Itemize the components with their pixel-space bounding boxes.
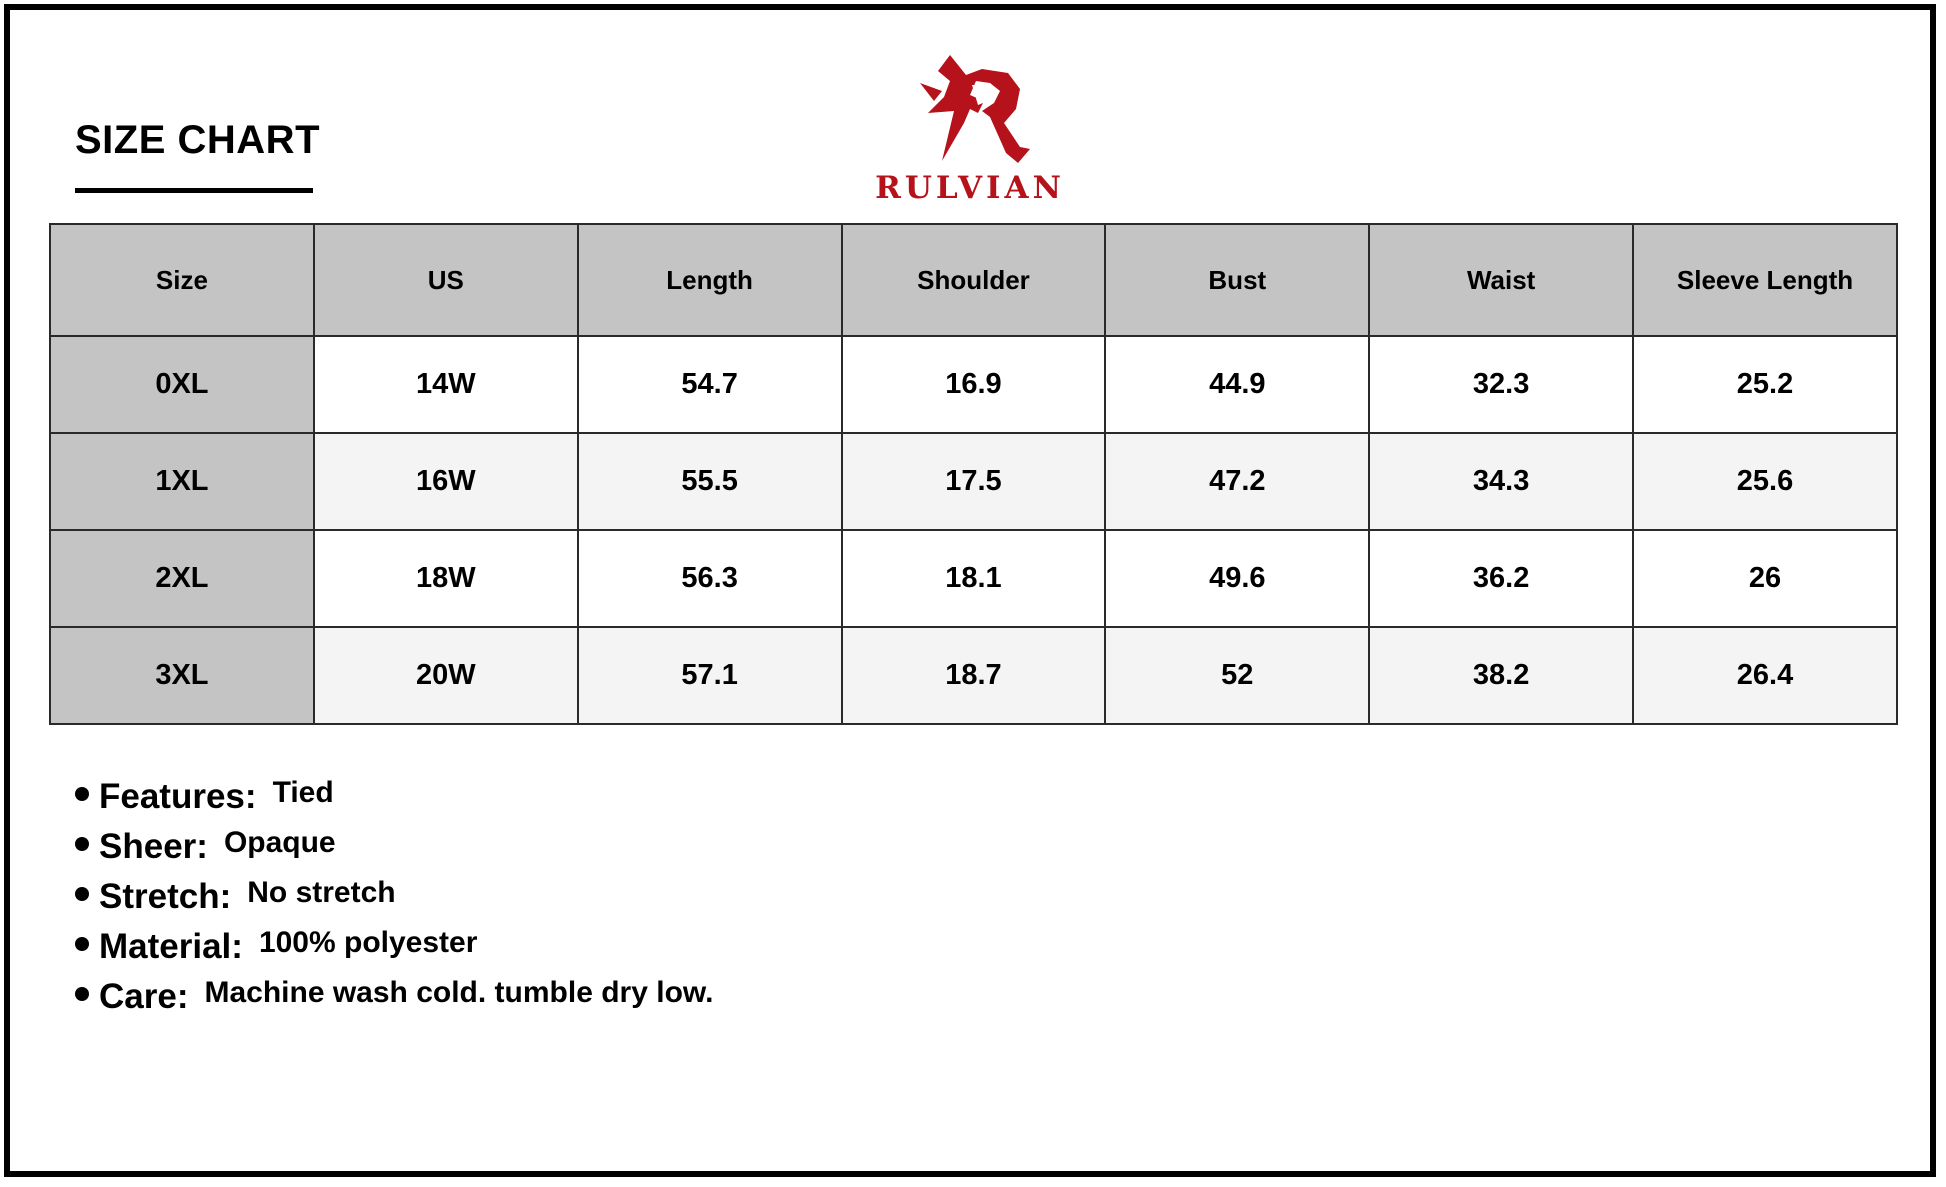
size-cell: 0XL — [50, 336, 314, 433]
feature-item — [75, 922, 713, 972]
bullet-icon — [75, 837, 89, 851]
table-header-row — [50, 224, 1897, 336]
feature-label: Material: — [99, 927, 243, 966]
brand-logo — [870, 50, 1070, 210]
size-cell: 2XL — [50, 530, 314, 627]
size-cell: 1XL — [50, 433, 314, 530]
table-cell: 57.1 — [578, 627, 842, 724]
table-cell: 36.2 — [1369, 530, 1633, 627]
table-cell: 44.9 — [1105, 336, 1369, 433]
table-cell: 16W — [314, 433, 578, 530]
feature-label: Features: — [99, 777, 257, 816]
table-cell: 26 — [1633, 530, 1897, 627]
header-size: Size — [50, 224, 314, 336]
table-cell: 49.6 — [1105, 530, 1369, 627]
table-cell: 54.7 — [578, 336, 842, 433]
size-chart-table — [49, 223, 1898, 725]
header-bust: Bust — [1105, 224, 1369, 336]
r-monogram-logo-icon — [920, 53, 1030, 168]
bullet-icon — [75, 937, 89, 951]
table-cell: 55.5 — [578, 433, 842, 530]
table-row — [50, 433, 1897, 530]
feature-label: Sheer: — [99, 827, 208, 866]
table-cell: 17.5 — [842, 433, 1106, 530]
bullet-icon — [75, 787, 89, 801]
table-cell: 32.3 — [1369, 336, 1633, 433]
header-waist: Waist — [1369, 224, 1633, 336]
feature-value: Tied — [272, 776, 334, 809]
header-sleeve-length: Sleeve Length — [1633, 224, 1897, 336]
feature-value: No stretch — [247, 876, 396, 909]
bullet-icon — [75, 887, 89, 901]
feature-item — [75, 822, 713, 872]
feature-value: Opaque — [223, 826, 336, 859]
table-cell: 34.3 — [1369, 433, 1633, 530]
table-cell: 18W — [314, 530, 578, 627]
size-cell: 3XL — [50, 627, 314, 724]
brand-name: RULVIAN — [875, 170, 1065, 206]
header-us: US — [314, 224, 578, 336]
table-cell: 52 — [1105, 627, 1369, 724]
table-cell: 18.1 — [842, 530, 1106, 627]
feature-item — [75, 772, 713, 822]
table-cell: 47.2 — [1105, 433, 1369, 530]
table-cell: 25.2 — [1633, 336, 1897, 433]
table-cell: 20W — [314, 627, 578, 724]
feature-item — [75, 972, 713, 1022]
table-row — [50, 336, 1897, 433]
table-cell: 14W — [314, 336, 578, 433]
feature-label: Care: — [99, 977, 189, 1016]
table-cell: 18.7 — [842, 627, 1106, 724]
bullet-icon — [75, 987, 89, 1001]
product-features-list — [75, 772, 713, 1022]
feature-label: Stretch: — [99, 877, 232, 916]
table-cell: 56.3 — [578, 530, 842, 627]
page-title: SIZE CHART — [75, 118, 320, 162]
feature-value: Machine wash cold. tumble dry low. — [204, 976, 714, 1009]
feature-item — [75, 872, 713, 922]
table-cell: 38.2 — [1369, 627, 1633, 724]
title-underline — [75, 188, 313, 193]
table-row — [50, 627, 1897, 724]
feature-value: 100% polyester — [258, 926, 478, 959]
table-cell: 26.4 — [1633, 627, 1897, 724]
header-length: Length — [578, 224, 842, 336]
table-cell: 16.9 — [842, 336, 1106, 433]
table-cell: 25.6 — [1633, 433, 1897, 530]
header-shoulder: Shoulder — [842, 224, 1106, 336]
table-row — [50, 530, 1897, 627]
